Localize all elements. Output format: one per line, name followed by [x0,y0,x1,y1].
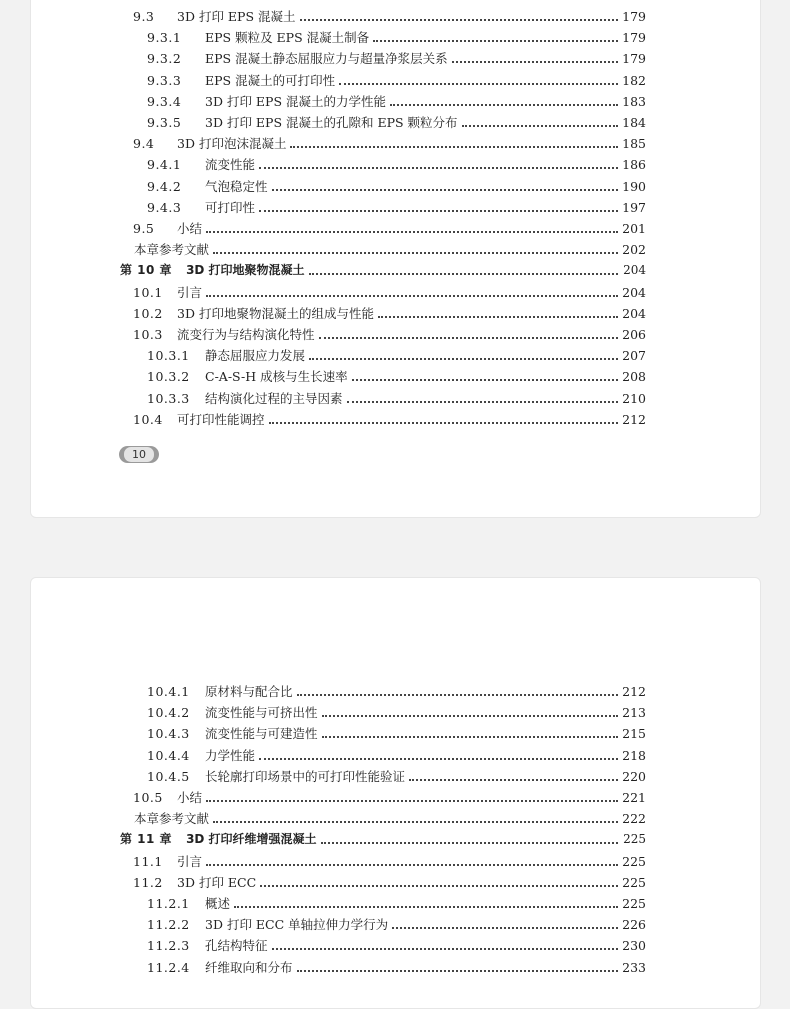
toc-entry-page: 183 [622,93,646,109]
toc-entry [31,6,646,27]
toc-entry-page: 210 [622,390,646,406]
toc-entry-number: 9.3.4 [147,93,182,109]
toc-entry-title: 3D 打印 ECC 单轴拉伸力学行为 [205,917,389,933]
toc-entry-title: 引言 [177,853,203,869]
dot-leader [290,145,618,148]
toc-entry-title: 小结 [177,790,203,805]
toc-entry-title: 静态屈服应力发展 [205,348,306,364]
toc-entry-number: 9.4.2 [147,178,182,194]
toc-entry-number: 第 11 章 [120,832,173,847]
toc-entry-title: C-A-S-H 成核与生长速率 [205,369,348,385]
toc-entry-title: 小结 [177,221,203,236]
toc-entry [31,787,646,808]
toc-entry [31,239,646,260]
toc-entry [31,345,646,366]
page-number: 10 [124,447,154,462]
dot-leader [309,357,618,360]
toc-entry-page: 182 [622,72,646,88]
toc-entry-page: 204 [623,263,646,278]
toc-entry-number: 9.3.3 [147,72,182,88]
toc-entry-title: 气泡稳定性 [205,178,268,194]
toc-entry-page: 204 [622,305,646,321]
dot-leader [259,166,618,169]
toc-entry [31,914,646,935]
toc-entry-number: 11.1 [133,853,163,869]
toc-entry-title: 引言 [177,284,203,300]
toc-entry-number: 10.3 [133,327,163,342]
toc-entry-title: 3D 打印地聚物混凝土的组成与性能 [177,305,374,321]
toc-entry [31,766,646,787]
dot-leader [322,714,618,717]
dot-leader [378,315,618,318]
toc-entry-title: 结构演化过程的主导因素 [205,390,343,406]
toc-entry-number: 10.3.1 [147,348,190,364]
toc-entry-page: 207 [622,348,646,364]
toc-page-lower [30,577,761,1009]
toc-entry-page: 184 [622,115,646,130]
toc-entry-number: 9.4.3 [147,199,182,215]
toc-entry [31,957,646,978]
toc-entry-title: 原材料与配合比 [205,684,293,699]
dot-leader [206,230,618,233]
toc-entry-page: 179 [622,9,646,24]
dot-leader [347,400,618,403]
toc-entry-page: 215 [622,726,646,742]
dot-leader [297,693,618,696]
toc-entry-number: 9.4.1 [147,157,182,173]
toc-entry [31,70,646,91]
toc-entry-number: 10.4.5 [147,768,190,784]
toc-entry-title: 3D 打印 EPS 混凝土的孔隙和 EPS 颗粒分布 [205,115,458,130]
toc-entry-title: 概述 [205,896,231,911]
toc-entry-page: 225 [623,832,646,847]
toc-entry [31,872,646,893]
toc-entry [31,48,646,69]
toc-entry [31,745,646,766]
toc-entry-page: 225 [622,874,646,890]
toc-entry-title: 本章参考文献 [134,811,210,827]
toc-entry-title: EPS 混凝土的可打印性 [205,72,336,88]
dot-leader [390,103,618,106]
toc-entry-title: 流变性能与可挤出性 [205,705,318,721]
toc-entry-page: 190 [622,178,646,194]
toc-page-upper [30,0,761,518]
dot-leader [373,39,618,42]
dot-leader [339,82,618,85]
toc-entry-page: 230 [622,938,646,954]
dot-leader [321,841,618,844]
toc-entry-page: 204 [622,284,646,300]
dot-leader [272,947,618,950]
toc-entry-number: 10.2 [133,305,163,321]
toc-chapter-entry [31,260,646,281]
toc-entry-page: 221 [622,790,646,805]
toc-entry-page: 222 [622,811,646,827]
dot-leader [234,905,618,908]
page-number-badge [119,446,159,463]
toc-entry-title: 可打印性能调控 [177,411,265,427]
dot-leader [259,209,618,212]
toc-entry [31,218,646,239]
toc-entry-page: 225 [622,896,646,911]
toc-entry-title: 3D 打印 EPS 混凝土 [177,9,296,24]
dot-leader [272,188,618,191]
toc-entry-title: 流变行为与结构演化特性 [177,327,315,342]
toc-entry-number: 11.2 [133,874,163,890]
toc-entry [31,176,646,197]
dot-leader [392,926,618,929]
dot-leader [259,757,618,760]
toc-entry-title: EPS 混凝土静态屈服应力与超量净浆层关系 [205,51,448,67]
toc-entry-page: 186 [622,157,646,173]
dot-leader [300,18,619,21]
dot-leader [409,778,618,781]
toc-entry-number: 10.4.1 [147,684,190,699]
toc-entry-page: 212 [622,684,646,699]
dot-leader [269,421,618,424]
toc-entry [31,303,646,324]
toc-entry [31,154,646,175]
toc-entry-number: 第 10 章 [120,263,173,278]
toc-entry-title: 3D 打印纤维增强混凝土 [186,832,317,847]
toc-entry-page: 225 [622,853,646,869]
toc-entry-number: 10.4.3 [147,726,190,742]
toc-entry [31,91,646,112]
toc-entry [31,282,646,303]
toc-entry [31,388,646,409]
dot-leader [213,251,618,254]
toc-entry [31,935,646,956]
toc-entry-title: 流变性能 [205,157,256,173]
toc-entry-number: 9.3.5 [147,115,182,130]
toc-entry-page: 233 [622,959,646,975]
toc-entry-title: 纤维取向和分布 [205,959,293,975]
toc-entry [31,27,646,48]
dot-leader [206,799,618,802]
toc-entry-number: 11.2.1 [147,896,190,911]
toc-entry-page: 201 [622,221,646,236]
toc-entry-title: 长轮廓打印场景中的可打印性能验证 [205,768,406,784]
toc-entry [31,133,646,154]
dot-leader [462,124,618,127]
toc-entry-page: 206 [622,327,646,342]
toc-entry [31,197,646,218]
toc-entry-title: 本章参考文献 [134,242,210,258]
toc-entry [31,366,646,387]
toc-entry-page: 179 [622,30,646,46]
toc-entry-page: 185 [622,136,646,152]
toc-entry [31,681,646,702]
dot-leader [213,820,618,823]
toc-entry-number: 10.5 [133,790,163,805]
toc-entry-number: 10.4 [133,411,163,427]
dot-leader [352,378,618,381]
toc-entry-title: EPS 颗粒及 EPS 混凝土制备 [205,30,370,46]
toc-entry-number: 11.2.3 [147,938,190,954]
toc-entry-number: 9.4 [133,136,155,152]
toc-entry-title: 流变性能与可建造性 [205,726,318,742]
toc-entry-title: 孔结构特征 [205,938,268,954]
toc-entry-number: 10.4.4 [147,747,190,763]
toc-entry-page: 179 [622,51,646,67]
dot-leader [319,336,618,339]
toc-entry [31,324,646,345]
dot-leader [206,863,618,866]
toc-entry [31,702,646,723]
dot-leader [260,884,618,887]
toc-entry [31,851,646,872]
toc-entry [31,808,646,829]
dot-leader [309,272,618,275]
toc-entry [31,723,646,744]
toc-entry-number: 9.3.1 [147,30,182,46]
toc-entry-page: 197 [622,199,646,215]
dot-leader [206,294,618,297]
dot-leader [452,60,618,63]
toc-entry-title: 3D 打印 EPS 混凝土的力学性能 [205,93,386,109]
toc-chapter-entry [31,829,646,850]
toc-entry-page: 226 [622,917,646,933]
toc-entry-number: 9.3 [133,9,155,24]
toc-entry-title: 可打印性 [205,199,256,215]
toc-entry-number: 11.2.4 [147,959,190,975]
toc-entry-title: 3D 打印泡沫混凝土 [177,136,287,152]
toc-entry-number: 10.3.2 [147,369,190,385]
toc-entry-page: 218 [622,747,646,763]
toc-entry-number: 10.4.2 [147,705,190,721]
toc-entry [31,893,646,914]
toc-entry-title: 力学性能 [205,747,256,763]
toc-entry-page: 212 [622,411,646,427]
toc-entry-page: 208 [622,369,646,385]
toc-entry-number: 10.3.3 [147,390,190,406]
toc-entry-page: 213 [622,705,646,721]
toc-entry-number: 9.5 [133,221,155,236]
toc-entry-page: 220 [622,768,646,784]
toc-entry-number: 9.3.2 [147,51,182,67]
toc-entry [31,409,646,430]
toc-entry-number: 10.1 [133,284,163,300]
toc-entry-title: 3D 打印 ECC [177,874,257,890]
toc-entry-page: 202 [622,242,646,258]
dot-leader [297,969,618,972]
dot-leader [322,735,618,738]
toc-entry-number: 11.2.2 [147,917,190,933]
toc-entry [31,112,646,133]
toc-entry-title: 3D 打印地聚物混凝土 [186,263,305,278]
